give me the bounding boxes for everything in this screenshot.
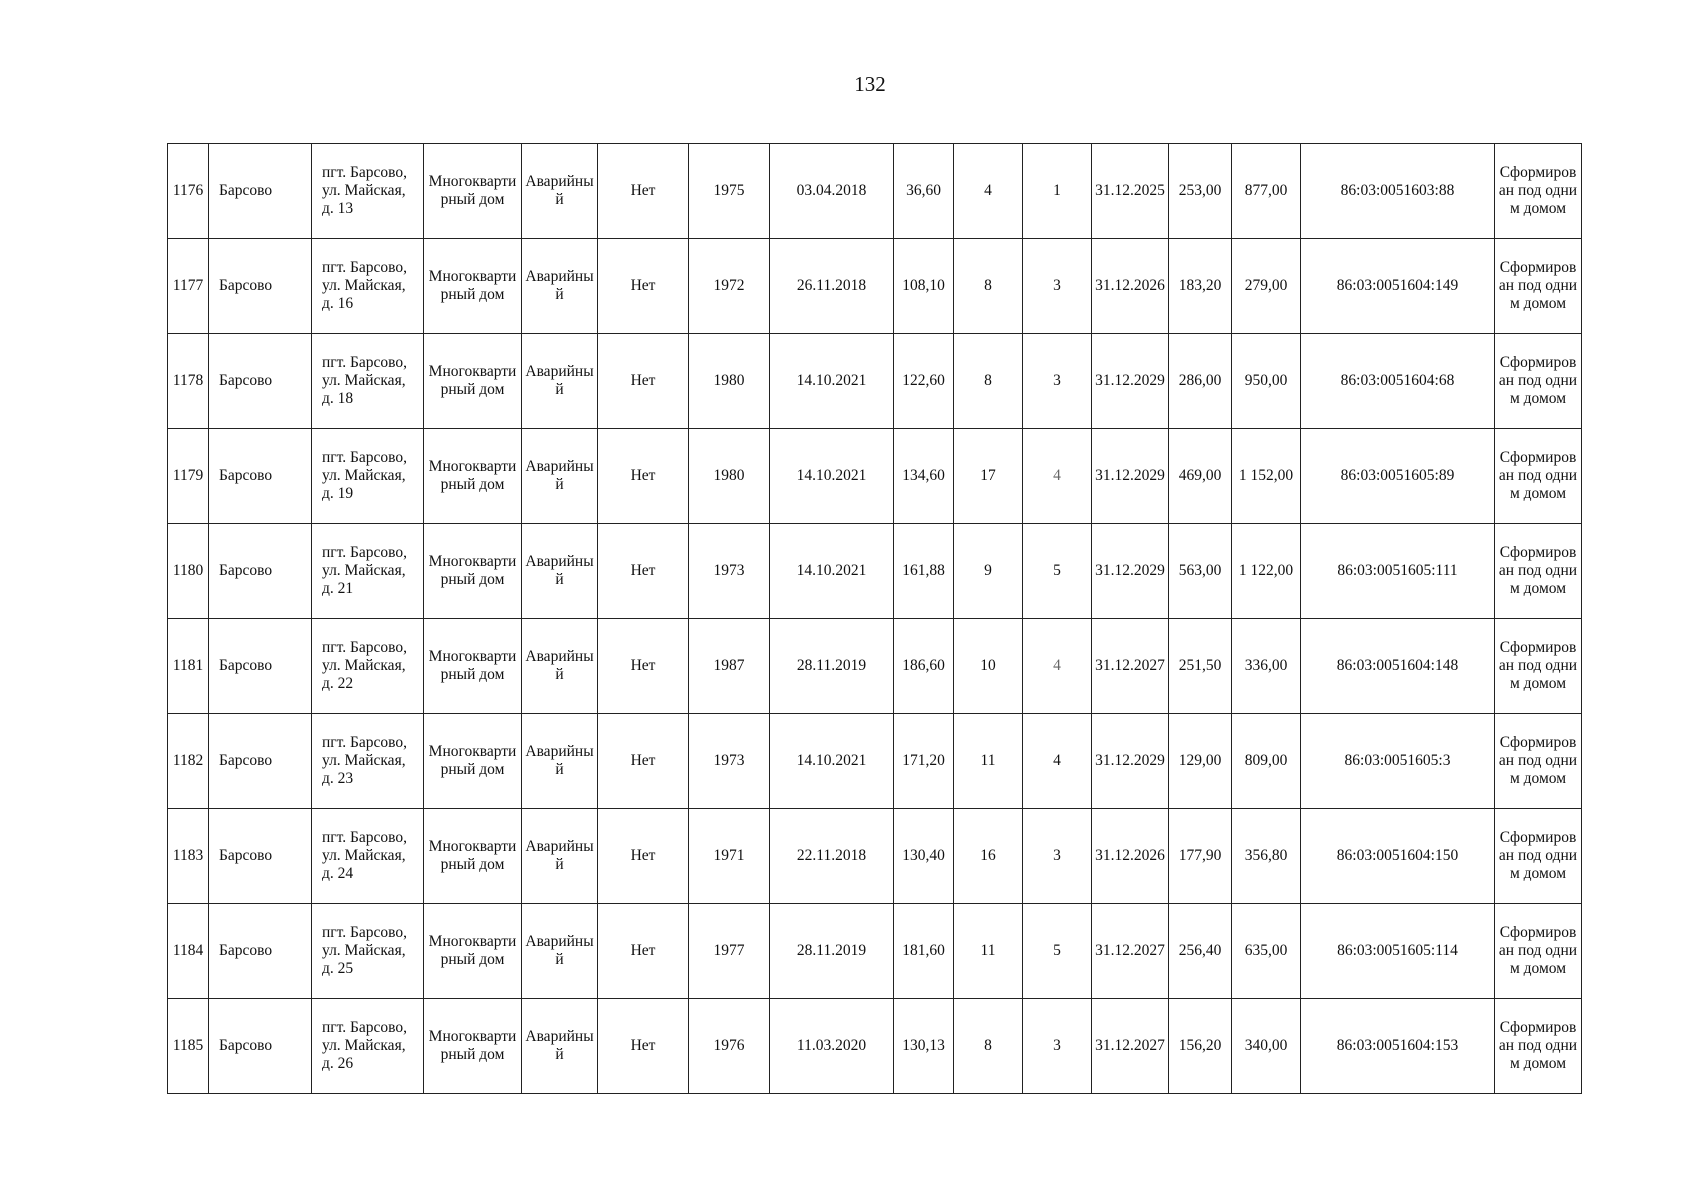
residents-cell: 8 — [954, 334, 1023, 429]
note-cell: Сформирован под одним домом — [1495, 429, 1582, 524]
table-row — [168, 904, 1582, 999]
year-cell: 1977 — [689, 904, 770, 999]
rooms-cell: 3 — [1023, 239, 1092, 334]
residents-cell: 16 — [954, 809, 1023, 904]
address-cell: пгт. Барсово, ул. Майская, д. 26 — [312, 999, 424, 1094]
cadastral-cell: 86:03:0051605:111 — [1301, 524, 1495, 619]
row-number-cell: 1179 — [168, 429, 209, 524]
note-cell: Сформирован под одним домом — [1495, 904, 1582, 999]
status-cell: Аварийный — [522, 334, 598, 429]
status-cell: Аварийный — [522, 144, 598, 239]
date-cell: 28.11.2019 — [770, 619, 894, 714]
address-cell: пгт. Барсово, ул. Майская, д. 24 — [312, 809, 424, 904]
housing-registry-table — [167, 143, 1582, 1094]
address-cell: пгт. Барсово, ул. Майская, д. 23 — [312, 714, 424, 809]
flag-cell: Нет — [598, 619, 689, 714]
locality-cell: Барсово — [209, 524, 312, 619]
rooms-cell: 4 — [1023, 714, 1092, 809]
address-cell: пгт. Барсово, ул. Майская, д. 16 — [312, 239, 424, 334]
land-area-cell: 336,00 — [1232, 619, 1301, 714]
deadline-cell: 31.12.2027 — [1092, 999, 1169, 1094]
area2-cell: 251,50 — [1169, 619, 1232, 714]
year-cell: 1980 — [689, 334, 770, 429]
note-cell: Сформирован под одним домом — [1495, 714, 1582, 809]
cadastral-cell: 86:03:0051604:153 — [1301, 999, 1495, 1094]
land-area-cell: 809,00 — [1232, 714, 1301, 809]
flag-cell: Нет — [598, 429, 689, 524]
rooms-cell: 3 — [1023, 809, 1092, 904]
note-cell: Сформирован под одним домом — [1495, 619, 1582, 714]
cadastral-cell: 86:03:0051604:150 — [1301, 809, 1495, 904]
note-cell: Сформирован под одним домом — [1495, 524, 1582, 619]
year-cell: 1976 — [689, 999, 770, 1094]
table-row — [168, 144, 1582, 239]
date-cell: 14.10.2021 — [770, 524, 894, 619]
status-cell: Аварийный — [522, 429, 598, 524]
table-row — [168, 334, 1582, 429]
deadline-cell: 31.12.2029 — [1092, 334, 1169, 429]
status-cell: Аварийный — [522, 714, 598, 809]
land-area-cell: 356,80 — [1232, 809, 1301, 904]
residents-cell: 11 — [954, 714, 1023, 809]
year-cell: 1971 — [689, 809, 770, 904]
area-cell: 181,60 — [894, 904, 954, 999]
locality-cell: Барсово — [209, 144, 312, 239]
table-row — [168, 619, 1582, 714]
table-body — [168, 144, 1582, 1094]
row-number-cell: 1183 — [168, 809, 209, 904]
locality-cell: Барсово — [209, 714, 312, 809]
area2-cell: 256,40 — [1169, 904, 1232, 999]
year-cell: 1987 — [689, 619, 770, 714]
date-cell: 26.11.2018 — [770, 239, 894, 334]
year-cell: 1973 — [689, 714, 770, 809]
area2-cell: 469,00 — [1169, 429, 1232, 524]
year-cell: 1975 — [689, 144, 770, 239]
note-cell: Сформирован под одним домом — [1495, 999, 1582, 1094]
table-row — [168, 714, 1582, 809]
deadline-cell: 31.12.2026 — [1092, 239, 1169, 334]
note-cell: Сформирован под одним домом — [1495, 239, 1582, 334]
area-cell: 134,60 — [894, 429, 954, 524]
residents-cell: 4 — [954, 144, 1023, 239]
cadastral-cell: 86:03:0051604:68 — [1301, 334, 1495, 429]
row-number-cell: 1177 — [168, 239, 209, 334]
rooms-cell: 3 — [1023, 334, 1092, 429]
rooms-cell: 4 — [1023, 619, 1092, 714]
deadline-cell: 31.12.2029 — [1092, 429, 1169, 524]
area2-cell: 177,90 — [1169, 809, 1232, 904]
status-cell: Аварийный — [522, 239, 598, 334]
row-number-cell: 1185 — [168, 999, 209, 1094]
area-cell: 161,88 — [894, 524, 954, 619]
page-number: 132 — [854, 72, 886, 96]
flag-cell: Нет — [598, 714, 689, 809]
building-type-cell: Многоквартирный дом — [424, 429, 522, 524]
locality-cell: Барсово — [209, 334, 312, 429]
date-cell: 14.10.2021 — [770, 334, 894, 429]
land-area-cell: 635,00 — [1232, 904, 1301, 999]
deadline-cell: 31.12.2029 — [1092, 524, 1169, 619]
row-number-cell: 1176 — [168, 144, 209, 239]
date-cell: 11.03.2020 — [770, 999, 894, 1094]
cadastral-cell: 86:03:0051605:114 — [1301, 904, 1495, 999]
cadastral-cell: 86:03:0051603:88 — [1301, 144, 1495, 239]
building-type-cell: Многоквартирный дом — [424, 714, 522, 809]
cadastral-cell: 86:03:0051604:148 — [1301, 619, 1495, 714]
note-cell: Сформирован под одним домом — [1495, 809, 1582, 904]
land-area-cell: 279,00 — [1232, 239, 1301, 334]
land-area-cell: 950,00 — [1232, 334, 1301, 429]
flag-cell: Нет — [598, 334, 689, 429]
locality-cell: Барсово — [209, 809, 312, 904]
year-cell: 1972 — [689, 239, 770, 334]
building-type-cell: Многоквартирный дом — [424, 239, 522, 334]
area-cell: 122,60 — [894, 334, 954, 429]
land-area-cell: 1 122,00 — [1232, 524, 1301, 619]
rooms-cell: 5 — [1023, 904, 1092, 999]
residents-cell: 10 — [954, 619, 1023, 714]
table-row — [168, 524, 1582, 619]
residents-cell: 11 — [954, 904, 1023, 999]
address-cell: пгт. Барсово, ул. Майская, д. 21 — [312, 524, 424, 619]
area-cell: 130,40 — [894, 809, 954, 904]
status-cell: Аварийный — [522, 904, 598, 999]
locality-cell: Барсово — [209, 239, 312, 334]
area2-cell: 183,20 — [1169, 239, 1232, 334]
land-area-cell: 877,00 — [1232, 144, 1301, 239]
deadline-cell: 31.12.2026 — [1092, 809, 1169, 904]
address-cell: пгт. Барсово, ул. Майская, д. 18 — [312, 334, 424, 429]
row-number-cell: 1178 — [168, 334, 209, 429]
area2-cell: 563,00 — [1169, 524, 1232, 619]
year-cell: 1980 — [689, 429, 770, 524]
residents-cell: 8 — [954, 239, 1023, 334]
flag-cell: Нет — [598, 144, 689, 239]
table-row — [168, 429, 1582, 524]
year-cell: 1973 — [689, 524, 770, 619]
row-number-cell: 1181 — [168, 619, 209, 714]
cadastral-cell: 86:03:0051605:3 — [1301, 714, 1495, 809]
area2-cell: 253,00 — [1169, 144, 1232, 239]
address-cell: пгт. Барсово, ул. Майская, д. 19 — [312, 429, 424, 524]
land-area-cell: 340,00 — [1232, 999, 1301, 1094]
flag-cell: Нет — [598, 999, 689, 1094]
building-type-cell: Многоквартирный дом — [424, 144, 522, 239]
status-cell: Аварийный — [522, 619, 598, 714]
flag-cell: Нет — [598, 524, 689, 619]
residents-cell: 17 — [954, 429, 1023, 524]
area-cell: 171,20 — [894, 714, 954, 809]
flag-cell: Нет — [598, 809, 689, 904]
deadline-cell: 31.12.2029 — [1092, 714, 1169, 809]
residents-cell: 8 — [954, 999, 1023, 1094]
note-cell: Сформирован под одним домом — [1495, 334, 1582, 429]
date-cell: 03.04.2018 — [770, 144, 894, 239]
address-cell: пгт. Барсово, ул. Майская, д. 13 — [312, 144, 424, 239]
deadline-cell: 31.12.2027 — [1092, 619, 1169, 714]
row-number-cell: 1182 — [168, 714, 209, 809]
rooms-cell: 1 — [1023, 144, 1092, 239]
date-cell: 28.11.2019 — [770, 904, 894, 999]
building-type-cell: Многоквартирный дом — [424, 809, 522, 904]
flag-cell: Нет — [598, 239, 689, 334]
row-number-cell: 1180 — [168, 524, 209, 619]
land-area-cell: 1 152,00 — [1232, 429, 1301, 524]
locality-cell: Барсово — [209, 999, 312, 1094]
address-cell: пгт. Барсово, ул. Майская, д. 25 — [312, 904, 424, 999]
deadline-cell: 31.12.2025 — [1092, 144, 1169, 239]
building-type-cell: Многоквартирный дом — [424, 619, 522, 714]
building-type-cell: Многоквартирный дом — [424, 999, 522, 1094]
area2-cell: 156,20 — [1169, 999, 1232, 1094]
building-type-cell: Многоквартирный дом — [424, 904, 522, 999]
cadastral-cell: 86:03:0051605:89 — [1301, 429, 1495, 524]
date-cell: 14.10.2021 — [770, 429, 894, 524]
status-cell: Аварийный — [522, 809, 598, 904]
locality-cell: Барсово — [209, 619, 312, 714]
area-cell: 186,60 — [894, 619, 954, 714]
date-cell: 14.10.2021 — [770, 714, 894, 809]
residents-cell: 9 — [954, 524, 1023, 619]
building-type-cell: Многоквартирный дом — [424, 334, 522, 429]
locality-cell: Барсово — [209, 904, 312, 999]
status-cell: Аварийный — [522, 524, 598, 619]
rooms-cell: 3 — [1023, 999, 1092, 1094]
deadline-cell: 31.12.2027 — [1092, 904, 1169, 999]
area2-cell: 286,00 — [1169, 334, 1232, 429]
table-row — [168, 239, 1582, 334]
table-row — [168, 809, 1582, 904]
cadastral-cell: 86:03:0051604:149 — [1301, 239, 1495, 334]
rooms-cell: 4 — [1023, 429, 1092, 524]
status-cell: Аварийный — [522, 999, 598, 1094]
flag-cell: Нет — [598, 904, 689, 999]
rooms-cell: 5 — [1023, 524, 1092, 619]
area-cell: 130,13 — [894, 999, 954, 1094]
row-number-cell: 1184 — [168, 904, 209, 999]
locality-cell: Барсово — [209, 429, 312, 524]
note-cell: Сформирован под одним домом — [1495, 144, 1582, 239]
table-row — [168, 999, 1582, 1094]
area-cell: 36,60 — [894, 144, 954, 239]
address-cell: пгт. Барсово, ул. Майская, д. 22 — [312, 619, 424, 714]
area2-cell: 129,00 — [1169, 714, 1232, 809]
area-cell: 108,10 — [894, 239, 954, 334]
building-type-cell: Многоквартирный дом — [424, 524, 522, 619]
date-cell: 22.11.2018 — [770, 809, 894, 904]
